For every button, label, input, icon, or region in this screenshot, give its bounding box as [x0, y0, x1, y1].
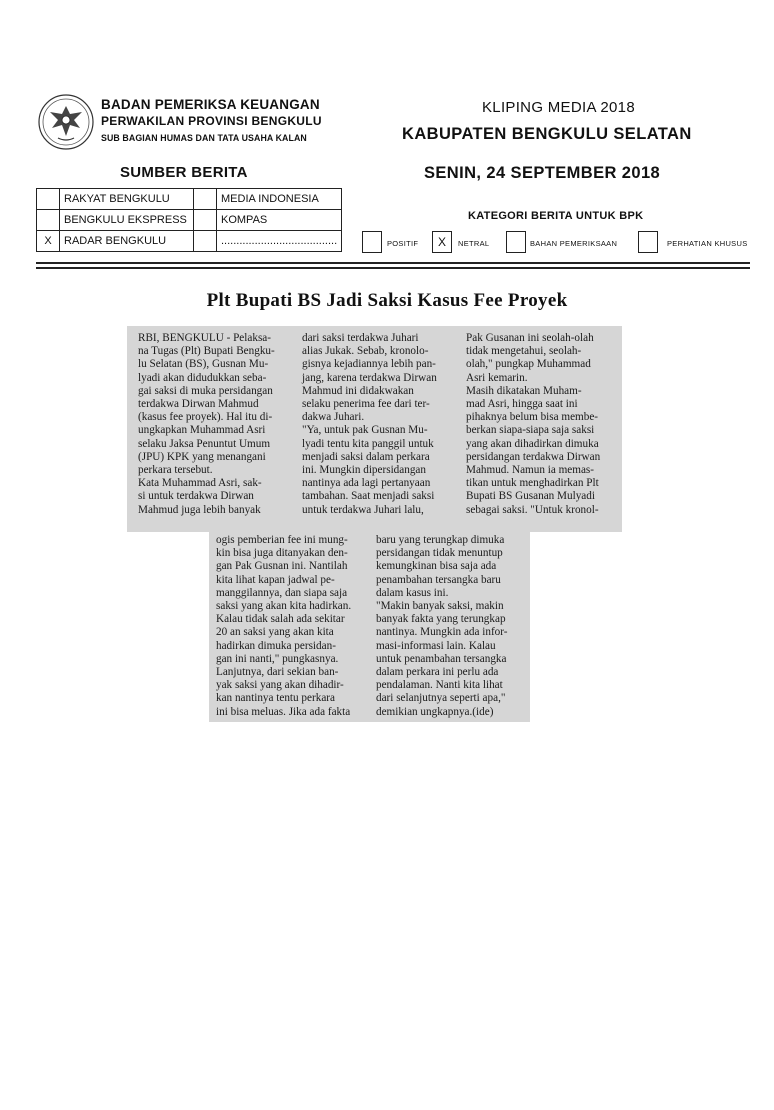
divider	[36, 262, 750, 264]
article-line: selaku Jaksa Penuntut Umum	[138, 437, 271, 450]
source-checkbox[interactable]	[37, 189, 60, 210]
article-line: Kata Muhammad Asri, sak-	[138, 477, 262, 490]
article-line: (kasus fee proyek). Hal itu di-	[138, 411, 273, 424]
article-line: "Makin banyak saksi, makin	[376, 600, 504, 613]
article-line: terdakwa Dirwan Mahmud	[138, 398, 259, 411]
article-line: yak saksi yang akan dihadir-	[216, 679, 344, 692]
table-row	[37, 189, 342, 210]
article-line: jang, karena terdakwa Dirwan	[302, 371, 437, 384]
article-line: Mahmud. Namun ia memas-	[466, 464, 595, 477]
source-checkbox[interactable]	[37, 210, 60, 231]
article-line: tikan untuk menghadirkan Plt	[466, 477, 599, 490]
article-line: Asri kemarin.	[466, 371, 528, 384]
source-checkbox[interactable]	[194, 210, 217, 231]
article-line: demikian ungkapnya.(ide)	[376, 705, 494, 718]
article-line: lyadi tentu kita panggil untuk	[302, 437, 434, 450]
category-title: KATEGORI BERITA UNTUK BPK	[468, 210, 644, 222]
article-line: dalam kasus ini.	[376, 586, 449, 599]
table-row	[37, 231, 342, 252]
article-line: yang akan dihadirkan dimuka	[466, 437, 599, 450]
garuda-emblem-icon	[36, 92, 96, 152]
article-line: ungkapkan Muhammad Asri	[138, 424, 266, 437]
article-line: manggilannya, dan siapa saja	[216, 586, 348, 599]
article-line: na Tugas (Plt) Bupati Bengku-	[138, 345, 275, 358]
source-other-field[interactable]: ......................................	[217, 231, 342, 252]
article-line: hadirkan dimuka persidan-	[216, 639, 336, 652]
article-line: dari saksi terdakwa Juhari	[302, 332, 419, 344]
article-line: menjadi saksi dalam perkara	[302, 450, 430, 463]
article-line: kita lihat kapan jadwal pe-	[216, 573, 335, 586]
category-label: POSITIF	[387, 239, 419, 248]
article-line: gai saksi di muka persidangan	[138, 384, 273, 397]
article-line: (JPU) KPK yang menangani	[138, 450, 266, 463]
article-line: dari selanjutnya seperti apa,"	[376, 692, 506, 705]
article-headline: Plt Bupati BS Jadi Saksi Kasus Fee Proyek	[206, 290, 568, 311]
source-checkbox[interactable]: X	[37, 231, 60, 252]
article-line: Masih dikatakan Muham-	[466, 384, 582, 397]
kliping-title: KLIPING MEDIA 2018	[482, 99, 635, 116]
category-label: BAHAN PEMERIKSAAN	[530, 239, 618, 248]
article-line: tidak mengetahui, seolah-	[466, 345, 582, 358]
article-column-4	[216, 534, 366, 719]
article-line: untuk penambahan tersangka	[376, 652, 507, 665]
article-line: lyadi akan didudukkan seba-	[138, 371, 267, 384]
article-line: kin bisa juga ditanyakan den-	[216, 547, 348, 560]
article-line: si untuk terdakwa Dirwan	[138, 490, 254, 503]
article-line: tambahan. Saat menjadi saksi	[302, 490, 435, 503]
article-line: ogis pemberian fee ini mung-	[216, 534, 348, 546]
source-label: RAKYAT BENGKULU	[60, 189, 194, 210]
article-line: 20 an saksi yang akan kita	[216, 626, 334, 639]
category-checkbox-perhatian-khusus[interactable]	[638, 231, 658, 253]
article-line: masi-informasi lain. Kalau	[376, 639, 496, 652]
source-label: BENGKULU EKSPRESS	[60, 210, 194, 231]
article-line: baru yang terungkap dimuka	[376, 534, 505, 546]
category-checkbox-netral[interactable]: X	[432, 231, 452, 253]
category-checkbox-bahan-pemeriksaan[interactable]	[506, 231, 526, 253]
article-line: banyak fakta yang terungkap	[376, 613, 506, 626]
article-line: selaku penerima fee dari ter-	[302, 398, 430, 411]
source-label: MEDIA INDONESIA	[217, 189, 342, 210]
org-subdivision: SUB BAGIAN HUMAS DAN TATA USAHA KALAN	[101, 133, 307, 143]
article-line: Bupati BS Gusanan Mulyadi	[466, 490, 595, 503]
article-line: "Ya, untuk pak Gusnan Mu-	[302, 424, 428, 437]
article-line: untuk terdakwa Juhari lalu,	[302, 503, 424, 516]
org-name: BADAN PEMERIKSA KEUANGAN	[101, 97, 320, 112]
category-checkbox-positif[interactable]	[362, 231, 382, 253]
sources-title: SUMBER BERITA	[120, 164, 248, 181]
article-line: Lanjutnya, dari sekian ban-	[216, 666, 339, 679]
source-checkbox[interactable]	[194, 189, 217, 210]
article-line: alias Jukak. Sebab, kronolo-	[302, 345, 429, 358]
article-line: ini bisa meluas. Jika ada fakta	[216, 705, 351, 718]
category-label: NETRAL	[458, 239, 490, 248]
article-line: persidangan tidak menuntup	[376, 547, 503, 560]
article-column-5	[376, 534, 526, 719]
article-line: sebagai saksi. "Untuk kronol-	[466, 503, 599, 516]
article-line: lu Selatan (BS), Gusnan Mu-	[138, 358, 269, 371]
source-label: RADAR BENGKULU	[60, 231, 194, 252]
divider	[36, 267, 750, 269]
article-line: perkara tersebut.	[138, 464, 213, 477]
article-line: gisnya kejadiannya lebih pan-	[302, 358, 436, 371]
article-line: dakwa Juhari.	[302, 411, 365, 424]
category-label: PERHATIAN KHUSUS	[667, 239, 748, 248]
table-row	[37, 210, 342, 231]
article-line: Pak Gusanan ini seolah-olah	[466, 332, 594, 344]
article-column-3	[466, 332, 618, 517]
article-line: Kalau tidak salah ada sekitar	[216, 613, 345, 626]
article-line: pihaknya belum bisa membe-	[466, 411, 599, 424]
article-line: ini. Mungkin dipersidangan	[302, 464, 426, 477]
article-line: nantinya. Mungkin ada infor-	[376, 626, 508, 639]
article-line: pendalaman. Nanti kita lihat	[376, 679, 503, 692]
org-branch: PERWAKILAN PROVINSI BENGKULU	[101, 114, 322, 128]
article-line: RBI, BENGKULU - Pelaksa-	[138, 332, 271, 344]
article-line: olah," pungkap Muhammad	[466, 358, 591, 371]
article-line: persidangan terdakwa Dirwan	[466, 450, 601, 463]
article-line: kemungkinan bisa saja ada	[376, 560, 497, 573]
date-title: SENIN, 24 SEPTEMBER 2018	[424, 164, 661, 182]
article-line: nantinya ada lagi pertanyaan	[302, 477, 431, 490]
article-line: gan ini nanti," pungkasnya.	[216, 652, 339, 665]
source-label: KOMPAS	[217, 210, 342, 231]
article-column-1	[138, 332, 290, 517]
article-line: Mahmud juga lebih banyak	[138, 503, 261, 516]
article-line: dalam perkara ini perlu ada	[376, 666, 499, 679]
article-line: berkan siapa-siapa saja saksi	[466, 424, 595, 437]
article-line: gan Pak Gusnan ini. Nantilah	[216, 560, 348, 573]
article-line: saksi yang akan kita hadirkan.	[216, 600, 352, 613]
article-line: kan nantinya tentu perkara	[216, 692, 335, 705]
article-column-2	[302, 332, 454, 517]
region-title: KABUPATEN BENGKULU SELATAN	[402, 125, 692, 143]
source-checkbox[interactable]	[194, 231, 217, 252]
article-line: Mahmud ini didakwakan	[302, 384, 414, 397]
article-line: penambahan tersangka baru	[376, 573, 501, 586]
sources-table	[36, 188, 342, 252]
article-line: mad Asri, hingga saat ini	[466, 398, 578, 411]
